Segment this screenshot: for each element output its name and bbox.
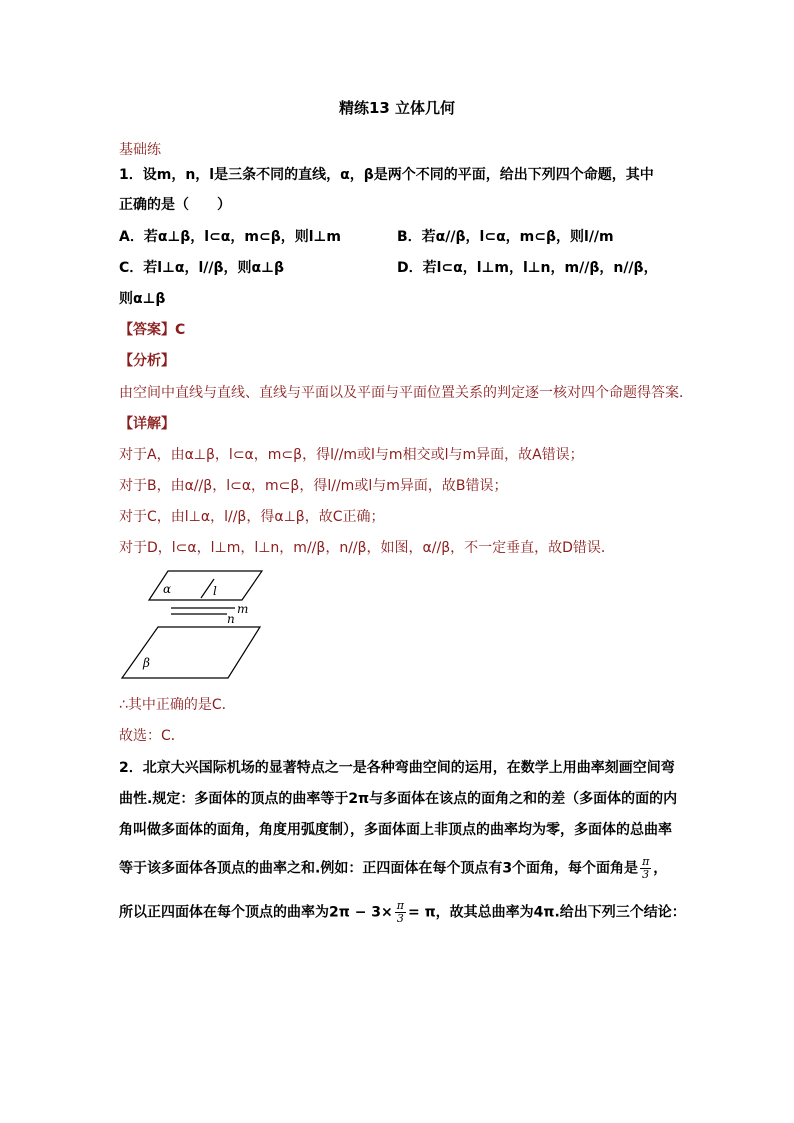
detail-line-a: 对于A，由α⊥β，l⊂α，m⊂β，得l//m或l与m相交或l与m异面，故A错误； bbox=[119, 447, 584, 463]
label-alpha: α bbox=[163, 582, 172, 596]
detail-label: 【详解】 bbox=[119, 416, 175, 432]
q2-line-5-tail: = π，故其总曲率为4π.给出下列三个结论： bbox=[408, 904, 686, 921]
q1-option-c: C．若l⊥α，l//β，则α⊥β bbox=[119, 260, 284, 276]
q2-line-4: 等于该多面体各顶点的曲率之和.例如：正四面体在每个顶点有3个面角，每个面角是 $\frac{\pi}{3}$ ， bbox=[119, 855, 668, 881]
q2-line-5-text: 所以正四面体在每个顶点的曲率为2π − 3× bbox=[119, 904, 393, 921]
detail-line-c: 对于C，由l⊥α，l//β，得α⊥β，故C正确； bbox=[119, 509, 385, 525]
label-m: m bbox=[237, 602, 249, 616]
label-n: n bbox=[227, 612, 235, 626]
label-l: l bbox=[213, 584, 217, 598]
q2-line-2: 曲性.规定：多面体的顶点的曲率等于2π与多面体在该点的面角之和的差（多面体的面的内 bbox=[119, 791, 678, 807]
conclusion-line-1: ∴其中正确的是C． bbox=[119, 697, 236, 713]
answer-value: C bbox=[175, 322, 186, 338]
plane-beta bbox=[122, 627, 260, 678]
q1-stem-line1: 1．设m，n，l是三条不同的直线，α，β是两个不同的平面，给出下列四个命题，其中 bbox=[119, 167, 654, 183]
q1-option-d-line2: 则α⊥β bbox=[119, 291, 166, 307]
detail-line-d: 对于D，l⊂α，l⊥m，l⊥n，m//β，n//β，如图，α//β，不一定垂直，故D错误． bbox=[119, 540, 615, 556]
analysis-label: 【分析】 bbox=[119, 353, 175, 369]
q1-option-b: B．若α//β，l⊂α，m⊂β，则l//m bbox=[397, 229, 614, 245]
answer-label: 【答案】 bbox=[119, 322, 175, 338]
section-label: 基础练 bbox=[119, 142, 161, 158]
answer-row bbox=[119, 320, 185, 340]
q2-line-3: 角叫做多面体的面角，角度用弧度制），多面体面上非顶点的曲率均为零，多面体的总曲率 bbox=[119, 822, 672, 838]
q1-option-a: A．若α⊥β，l⊂α，m⊂β，则l⊥m bbox=[119, 229, 341, 245]
fraction-pi-over-3: $\frac{\pi}{3}$ bbox=[642, 855, 650, 881]
q1-option-d-line1: D．若l⊂α，l⊥m，l⊥n，m//β，n//β， bbox=[397, 260, 658, 276]
q2-line-1: 2．北京大兴国际机场的显著特点之一是各种弯曲空间的运用，在数学上用曲率刻画空间弯 bbox=[119, 760, 675, 776]
label-beta: β bbox=[143, 656, 150, 670]
page-title: 精练13 立体几何 bbox=[338, 99, 456, 117]
detail-line-b: 对于B，由α//β，l⊂α，m⊂β，得l//m或l与m异面，故B错误； bbox=[119, 478, 508, 494]
q1-stem-line2: 正确的是（ ） bbox=[119, 197, 231, 213]
planes-figure bbox=[115, 565, 275, 685]
q2-line-4-text: 等于该多面体各顶点的曲率之和.例如：正四面体在每个顶点有3个面角，每个面角是 bbox=[119, 860, 639, 877]
conclusion-line-2: 故选：C． bbox=[119, 728, 185, 744]
analysis-text: 由空间中直线与直线、直线与平面以及平面与平面位置关系的判定逐一核对四个命题得答案． bbox=[119, 385, 693, 401]
q2-line-5 bbox=[119, 900, 686, 925]
fraction-pi-over-3-b: $\frac{\pi}{3}$ bbox=[396, 899, 404, 925]
